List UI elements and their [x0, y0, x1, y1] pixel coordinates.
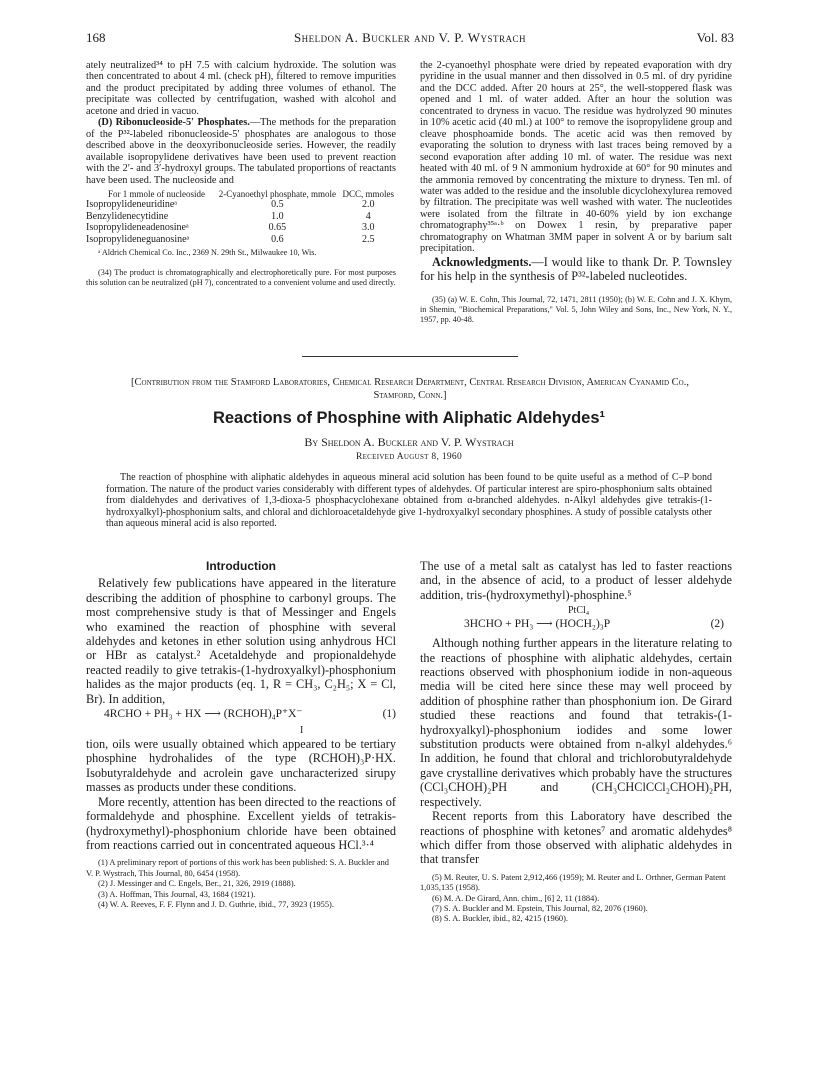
table-row	[86, 222, 396, 234]
equation-1	[86, 707, 396, 723]
table-row	[86, 199, 396, 211]
footnote-5: (5) M. Reuter, U. S. Patent 2,912,466 (1959); M. Reuter and L. Orthner, German Patent 1,035,135 (1958).	[420, 872, 726, 893]
table-cell: 4	[365, 210, 371, 222]
prev-article-left-column	[86, 60, 396, 288]
equation-2	[420, 604, 732, 634]
footnote-3: (3) A. Hoffman, This Journal, 43, 1684 (1921).	[98, 889, 256, 899]
right-paragraph-2: Although nothing further appears in the literature relating to the reactions of phosphine with aliphatic aldehydes, certain reactions observed with phosphonium iodide in non-aqueous media will be cited here since these may well proceed by addition of phosphine rather than phosphonium ion. De Girard studied these reactions and found that tetrakis-(1-hydroxyalkyl)-phosphonium iodides and some lower substitution products were obtained from n-alkyl aldehydes.⁶ In addition, he found that chloral and trichlorobutyraldehyde gave crystalline derivatives which probably have the structures (CCl₃CHOH)₂PH and (CH₃CHClCCl₂CHOH)₂PH, respectively.	[420, 636, 732, 809]
table-row	[86, 211, 396, 223]
volume-number: Vol. 83	[696, 30, 734, 45]
table-cell: 3.0	[361, 222, 375, 234]
equation-1-label: I	[300, 725, 304, 737]
right-paragraph-3: Recent reports from this Laboratory have described the reactions of phosphine with ketones⁷ and aromatic aldehydes⁸ which differ from those observed with aliphatic aldehydes in that transfer	[420, 809, 732, 867]
footnotes-right	[420, 873, 732, 925]
table-header-dcc: DCC, mmoles	[342, 188, 394, 199]
table-cell: Isopropylideneadenosineᵃ	[86, 222, 189, 234]
table-header-phosphate: 2-Cyanoethyl phosphate, mmole	[218, 188, 336, 199]
article-divider	[302, 356, 518, 357]
equation-2-number: (2)	[710, 618, 724, 631]
footnote-35: (35) (a) W. E. Cohn, This Journal, 72, 1471, 2811 (1950); (b) W. E. Cohn and J. X. Khym, in Shemin, "Biochemical Preparations," Vol. 5, John Wiley and Sons, Inc., New York, N. Y., 1957, pp. 40-48.	[420, 294, 732, 324]
prev-article-right-column	[420, 60, 732, 325]
table-cell: Benzylidenecytidine	[86, 210, 169, 222]
article-right-column	[420, 559, 732, 925]
footnote-6: (6) M. A. De Girard, Ann. chim., [6] 2, 11 (1884).	[432, 893, 600, 903]
table-row	[86, 234, 396, 246]
equation-2-catalyst: PtCl₄	[568, 605, 590, 617]
section-d-text: —The methods for the preparation of the P³²-labeled ribonucleoside-5′ phosphates are analogous to those described above in the deoxyribonucleoside series. However, the readily available isopropylidene derivatives have been used to prevent reaction with the 2′- and 3′-hydroxyl groups. The tabulated proportions of reactants have been used. The nucleoside and	[86, 117, 397, 186]
prev-right-paragraph: the 2-cyanoethyl phosphate were dried by repeated evaporation with dry pyridine in the usual manner and then dissolved in 0.5 ml. of dry pyridine and the DCC added. After 20 hours at 25°, the well-stoppered flask was opened and 1 ml. of water added. After an hour the solution was concentrated to dryness in vacuo. The residue was hydrolyzed 90 minutes in 10% acetic acid (40 ml.) at 100° to remove the isopropylidene group and cleave phosphoamide bonds. The acetic acid was then removed by evaporating the solution to dryness with last traces being removed by a second evaporation after adding 10 ml. of water. The residue was next heated with 40 ml. of 9 N ammonium hydroxide at 60° for 90 minutes and the ammonia removed by concentrating the mixture to dryness. Ten ml. of water was added to the residue and the insoluble dicyclohexylurea removed by filtration. The precipitate was well washed with water. The nucleotides were isolated from the filtrate in 40-60% yield by ion exchange chromatography³⁵ᵃ·ᵇ on Dowex 1 resin, by preparative paper chromatography on Whatman 3MM paper in solvent A or by barium salt precipitation.	[420, 60, 732, 255]
footnote-2: (2) J. Messinger and C. Engels, Ber., 21, 326, 2919 (1888).	[98, 879, 296, 889]
table-header-nucleoside: For 1 mmole of nucleoside	[108, 188, 205, 199]
acknowledgments-heading: Acknowledgments.	[432, 254, 532, 269]
section-d-heading: (D) Ribonucleoside-5′ Phosphates.	[98, 117, 250, 129]
prev-paragraph-2	[86, 117, 396, 186]
acknowledgments-text: —I would like to thank Dr. P. Townsley for his help in the synthesis of P³²-labeled nucleotides.	[420, 254, 732, 283]
received-date: Received August 8, 1960	[355, 452, 463, 462]
table-cell: 2.0	[361, 199, 375, 211]
running-head	[86, 30, 734, 48]
table-cell: 1.0	[271, 210, 284, 222]
abstract: The reaction of phosphine with aliphatic aldehydes in aqueous mineral acid solution has been found to be quite useful as a method of C–P bond formation. The nature of the product varies considerably with different types of aldehydes. Of particular interest are spiro-phosphonium salts obtained from dialdehydes and derivatives of 1,3-dioxa-5 phosphacyclohexane obtained from α-branched aldehydes. n-Alkyl aldehydes give tetrakis-(1-hydroxyalkyl)-phosphonium salts, and chloral and dichloroacetaldehyde give 1-hydroxyalkyl secondary phosphines. A study of possible catalysts other than aqueous mineral acid is also reported.	[106, 472, 712, 529]
table-cell: Isopropylideneuridineᵃ	[86, 199, 178, 211]
footnote-34: (34) The product is chromatographically and electrophoretically pure. For most purposes this solution can be neutralized (pH 7), concentrated to a convenient volume and used directly.	[86, 268, 396, 288]
page-number: 168	[86, 30, 106, 45]
footnote-1: (1) A preliminary report of portions of this work has been published: S. A. Buckler and V. P. Wystrach, This Journal, 80, 6454 (1958).	[86, 858, 389, 878]
acknowledgments	[420, 255, 732, 283]
intro-paragraph-1: Relatively few publications have appeared in the literature describing the addition of phosphine to carbonyl groups. The most comprehensive study is that of Messinger and Engels who examined the reaction of phosphine with several aldehydes and ketones in ether solution using anhydrous HCl or HBr as catalyst.² Acetaldehyde and propionaldehyde reacted readily to give tetrakis-(1-hydroxyalkyl)-phosphonium halides as the major products (eq. 1, R = CH₃, C₂H₅; X = Cl, Br). In addition,	[86, 576, 396, 706]
footnote-4: (4) W. A. Reeves, F. F. Flynn and J. D. Guthrie, ibid., 77, 3923 (1955).	[98, 899, 334, 909]
article-left-column	[86, 559, 396, 910]
footnote-7: (7) S. A. Buckler and M. Epstein, This Journal, 82, 2076 (1960).	[432, 903, 648, 913]
prev-paragraph-1: ately neutralized³⁴ to pH 7.5 with calcium hydroxide. The solution was then concentrated to about 4 ml. (check pH), filtered to remove impurities and the product precipitated by adding three volumes of ethanol. The precipitate was collected by centrifugation, washed with alcohol and acetone and dried in vacuo.	[86, 60, 396, 117]
introduction-heading: Introduction	[206, 559, 276, 573]
reactant-proportions-table	[86, 190, 396, 246]
article-title: Reactions of Phosphine with Aliphatic Aldehydes¹	[212, 409, 606, 427]
table-footnote: ᵃ Aldrich Chemical Co. Inc., 2369 N. 29th St., Milwaukee 10, Wis.	[98, 248, 317, 258]
running-head-authors: Sheldon A. Buckler and V. P. Wystrach	[293, 30, 527, 45]
right-paragraph-1: The use of a metal salt as catalyst has led to faster reactions and, in the absence of acid, to a product of lesser aldehyde addition, tris-(hydroxymethyl)-phosphine.⁵	[420, 559, 732, 602]
table-cell: 0.5	[271, 199, 284, 211]
table-cell: Isopropylideneguanosineᵃ	[86, 233, 190, 245]
intro-paragraph-2: tion, oils were usually obtained which appeared to be tertiary phosphine hydrohalides of the type (RCHOH)₃P·HX. Isobutyraldehyde and acrolein gave uncharacterized sirupy masses as products under these conditions.	[86, 737, 396, 795]
contribution-line: [Contribution from the Stamford Laboratories, Chemical Research Department, Central Research Division, American Cyanamid Co., Stamford, Conn.]	[131, 377, 689, 401]
table-cell: 0.65	[268, 222, 287, 234]
equation-1-text: 4RCHO + PH₃ + HX ⟶ (RCHOH)₄P⁺X⁻	[104, 708, 303, 721]
table-cell: 0.6	[271, 233, 284, 245]
equation-1-number: (1)	[382, 708, 396, 721]
table-cell: 2.5	[361, 233, 375, 245]
equation-2-text: 3HCHO + PH₃ ⟶ (HOCH₂)₃P	[464, 618, 611, 631]
footnote-8: (8) S. A. Buckler, ibid., 82, 4215 (1960).	[432, 914, 568, 924]
intro-paragraph-3: More recently, attention has been directed to the reactions of formaldehyde and phosphine. Excellent yields of tetrakis-(hydroxymethyl)-phosphonium chloride have been obtained from reactions carried out in concentrated aqueous HCl.³·⁴	[86, 794, 396, 852]
footnotes-left	[86, 858, 396, 910]
equation-1-label-row	[86, 724, 396, 737]
article-byline: By Sheldon A. Buckler and V. P. Wystrach	[304, 435, 514, 449]
